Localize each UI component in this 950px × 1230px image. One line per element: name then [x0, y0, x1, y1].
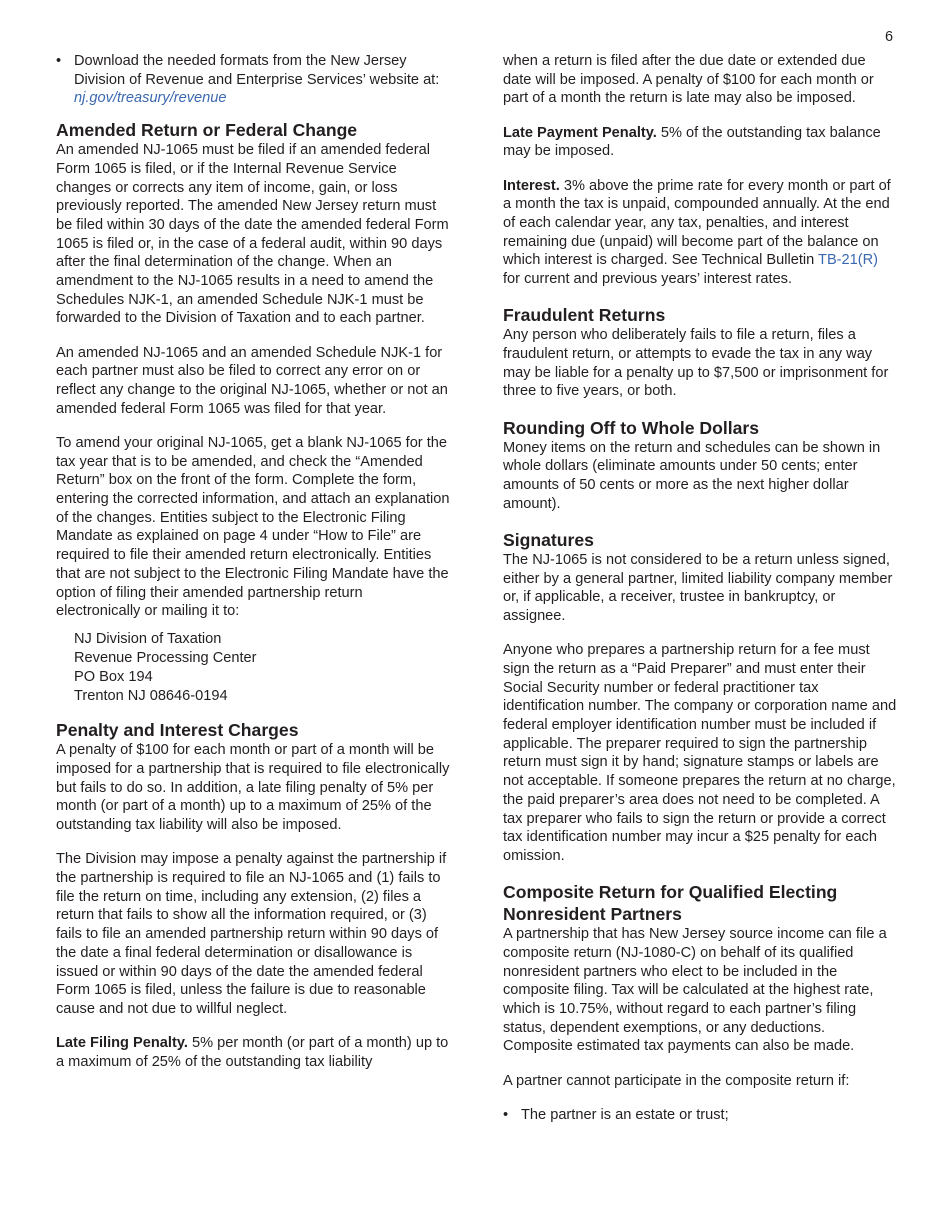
- interest-paragraph: [503, 177, 898, 289]
- signatures-paragraph-1: The NJ-1065 is not considered to be a return unless signed, either by a general partner, limited liability company member or, if applicable, a receiver, trustee in bankruptcy, or assignee.: [503, 551, 893, 624]
- revenue-website-link[interactable]: nj.gov/treasury/revenue: [74, 90, 227, 107]
- late-filing-label: Late Filing Penalty.: [56, 1035, 188, 1052]
- penalty-paragraph-2: The Division may impose a penalty against the partnership if the partnership is required to file an NJ-1065 and (1) fails to file the return on time, including any extension, (2) files a return that fails to show all the information required, or (3) fails to file an amended partnership return within 90 days of the date a final federal determination or disallowance is issued or within 90 days of the date the amended federal Form 1065 is filed, unless the failure is due to reasonable cause and not due to willful neglect.: [56, 851, 447, 1017]
- interest-label: Interest.: [503, 177, 560, 194]
- mailing-address: [56, 630, 451, 705]
- right-column: [503, 52, 898, 1135]
- amended-paragraph-1: An amended NJ-1065 must be filed if an amended federal Form 1065 is filed, or if the Internal Revenue Service changes or corrects any item of income, gain, or loss previously reported. The amended New Jersey return must be filed within 30 days of the date the amended federal Form 1065 is filed or, in the case of a federal audit, within 90 days after the final determination of the change. When an amendment to the NJ-1065 results in a need to amend the Schedules NJK-1, an amended Schedule NJK-1 must be forwarded to the Division of Taxation and to each partner.: [56, 142, 449, 327]
- composite-return-heading: Composite Return for Qualified Electing Nonresident Partners: [503, 882, 838, 925]
- bullet-dot: •: [503, 1106, 509, 1123]
- penalty-heading: Penalty and Interest Charges: [56, 720, 299, 741]
- composite-paragraph-2: A partner cannot participate in the composite return if:: [503, 1072, 850, 1089]
- download-bullet: [56, 52, 451, 108]
- late-filing-continued: when a return is filed after the due date or extended due date will be imposed. A penalty of $100 for each month or part of a month the return is late may also be imposed.: [503, 53, 874, 107]
- address-line: Trenton NJ 08646-0194: [74, 687, 228, 704]
- composite-bullet-text: The partner is an estate or trust;: [521, 1106, 729, 1123]
- amended-paragraph-2: An amended NJ-1065 and an amended Schedule NJK-1 for each partner must also be filed to correct any error on or reflect any change to the original NJ-1065, whether or not an amended federal Form 1065 was filed for that year.: [56, 344, 448, 417]
- fraudulent-returns-paragraph: Any person who deliberately fails to file a return, files a fraudulent return, or attempts to evade the tax in any way may be liable for a penalty up to $7,500 or imprisonment for three to five years, or both.: [503, 327, 889, 400]
- rounding-paragraph: Money items on the return and schedules can be shown in whole dollars (eliminate amounts under 50 cents; enter amounts of 50 cents or more as the next higher dollar amount).: [503, 439, 881, 512]
- download-bullet-text: Download the needed formats from the New Jersey Division of Revenue and Enterprise Services’ website at:: [74, 53, 440, 88]
- late-filing-text: 5% per month (or part of a month) up to a maximum of 25% of the outstanding tax liability: [56, 1035, 449, 1070]
- tb-21-link[interactable]: TB-21(R): [818, 252, 879, 269]
- signatures-heading: Signatures: [503, 529, 594, 550]
- page-number: 6: [885, 29, 894, 45]
- fraudulent-returns-heading: Fraudulent Returns: [503, 305, 666, 326]
- address-line: PO Box 194: [74, 668, 153, 685]
- interest-text-end: for current and previous years’ interest rates.: [503, 271, 793, 288]
- composite-paragraph-1: A partnership that has New Jersey source income can file a composite return (NJ-1080-C) on behalf of its qualified nonresident partners who elect to be included in the composite filing. Tax will be calculated at the highest rate, which is 10.75%, without regard to each partner’s filing status, dependent exemptions, or any deductions. Composite estimated tax payments can also be made.: [503, 926, 887, 1055]
- bullet-dot: •: [56, 53, 62, 69]
- late-payment-paragraph: [503, 124, 898, 161]
- address-line: Revenue Processing Center: [74, 650, 257, 667]
- amended-paragraph-3: To amend your original NJ-1065, get a blank NJ-1065 for the tax year that is to be amended, and check the “Amended Return” box on the front of the form. Complete the form, entering the corrected information, and attach an explanation of the changes. Entities subject to the Electronic Filing Mandate as explained on page 4 under “How to File” are required to file their amended return electronically. Entities that are not subject to the Electronic Filing Mandate have the option of filing their amended partnership return electronically or mailing it to:: [56, 434, 450, 620]
- late-payment-label: Late Payment Penalty.: [503, 124, 657, 141]
- address-line: NJ Division of Taxation: [74, 631, 222, 648]
- composite-bullet: [503, 1106, 898, 1125]
- rounding-heading: Rounding Off to Whole Dollars: [503, 417, 760, 438]
- signatures-paragraph-2: Anyone who prepares a partnership return for a fee must sign the return as a “Paid Preparer” and must enter their Social Security number or federal practitioner tax identification number. The company or corporation name and federal employer identification number must be included if applicable. The preparer required to sign the partnership return must sign it by hand; signature stamps or labels are not acceptable. If someone prepares the return at no charge, the paid preparer’s area does not need to be completed. A tax preparer who fails to sign the return or provide a correct tax identification number may incur a $25 penalty for each omission.: [503, 642, 897, 864]
- left-column: [56, 52, 451, 1087]
- penalty-paragraph-1: A penalty of $100 for each month or part of a month will be imposed for a partnership that is required to file electronically but fails to do so. In addition, a late filing penalty of 5% per month (or part of a month) up to a maximum of 25% of the outstanding tax liability will also be imposed.: [56, 742, 450, 834]
- late-filing-paragraph: [56, 1034, 451, 1071]
- interest-text: 3% above the prime rate for every month or part of a month the tax is unpaid, compounded annually. At the end of each calendar year, any tax, penalties, and interest remaining due (unpaid) will become part of the balance on which interest is charged. See Technical Bulletin: [503, 177, 891, 269]
- late-payment-text: 5% of the outstanding tax balance may be imposed.: [503, 124, 881, 160]
- amended-return-heading: Amended Return or Federal Change: [56, 120, 358, 141]
